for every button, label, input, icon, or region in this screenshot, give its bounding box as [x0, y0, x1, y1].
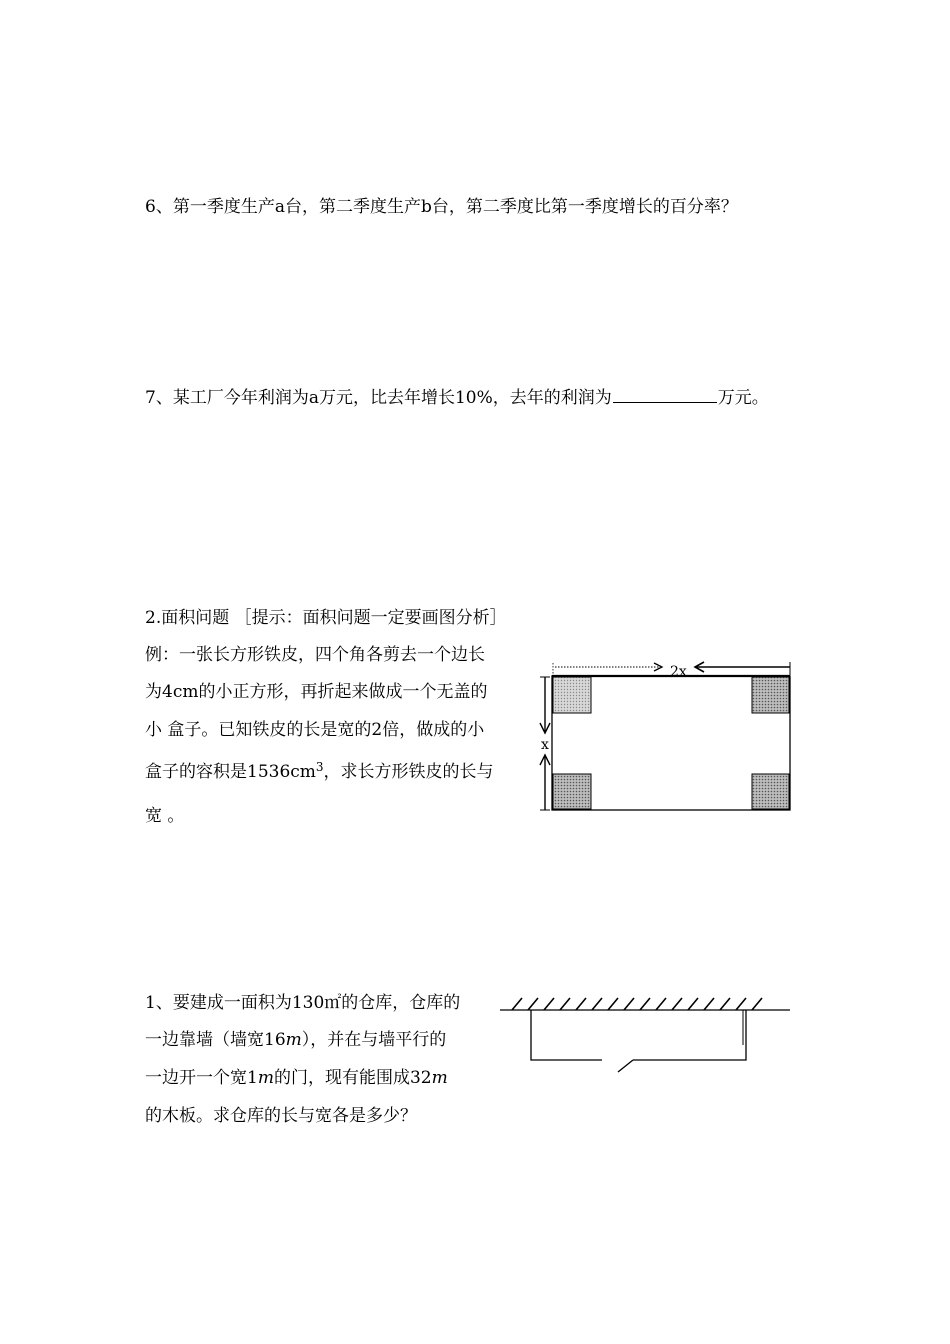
problem-1-line-2-a: 一边靠墙（墙宽16	[145, 1030, 286, 1050]
unit-m-1: m	[285, 1030, 302, 1050]
cube-superscript: 3	[315, 760, 324, 774]
corner-square-br	[752, 774, 789, 809]
problem-1-line-3-b: 的门，现有能围成32	[273, 1068, 432, 1088]
answer-blank[interactable]	[613, 386, 717, 403]
label-2x: 2x	[670, 664, 687, 680]
question-7	[145, 386, 769, 407]
problem-1-line-3-a: 一边开一个宽1	[145, 1068, 258, 1088]
question-6	[145, 199, 738, 216]
door	[618, 1060, 633, 1072]
warehouse-diagram	[500, 990, 795, 1080]
warehouse-outline	[531, 1010, 602, 1060]
wall-hatching	[512, 998, 762, 1010]
problem-1-line-2	[145, 1032, 446, 1049]
problem-1-line-2-b: ），并在与墙平行的	[301, 1030, 447, 1050]
section-heading-text: 2.面积问题 ［提示：面积问题一定要画图分析］	[145, 608, 507, 628]
corner-square-tl	[553, 677, 591, 713]
example-line-1: 例：一张长方形铁皮，四个角各剪去一个边长	[145, 645, 485, 665]
sheet-diagram	[530, 655, 800, 820]
question-6-text: 6、第一季度生产a台，第二季度生产b台，第二季度比第一季度增长的百分率？	[145, 197, 738, 217]
question-7-text: 7、某工厂今年利润为a万元，比去年增长10%，去年的利润为	[145, 388, 612, 408]
example-line-3: 小 盒子。已知铁皮的长是宽的2倍，做成的小	[145, 720, 485, 740]
corner-square-tr	[752, 677, 789, 713]
example-line-4	[145, 760, 494, 782]
example-line-2: 为4cm的小正方形，再折起来做成一个无盖的	[145, 682, 488, 702]
unit-m-3: m	[431, 1068, 448, 1088]
problem-1-line-1: 1、要建成一面积为130㎡的仓库，仓库的	[145, 993, 461, 1013]
section-heading	[145, 610, 507, 627]
example-line-5: 宽 。	[145, 806, 185, 826]
example-line-4-a: 盒子的容积是1536cm	[145, 762, 316, 782]
corner-square-bl	[553, 774, 591, 809]
example-line-4-b: ，求长方形铁皮的长与	[323, 762, 494, 782]
problem-1-line-3	[145, 1070, 448, 1087]
question-7-unit: 万元。	[717, 388, 769, 408]
unit-m-2: m	[257, 1068, 274, 1088]
label-x: x	[541, 737, 549, 753]
problem-1-line-4: 的木板。求仓库的长与宽各是多少？	[145, 1106, 417, 1126]
